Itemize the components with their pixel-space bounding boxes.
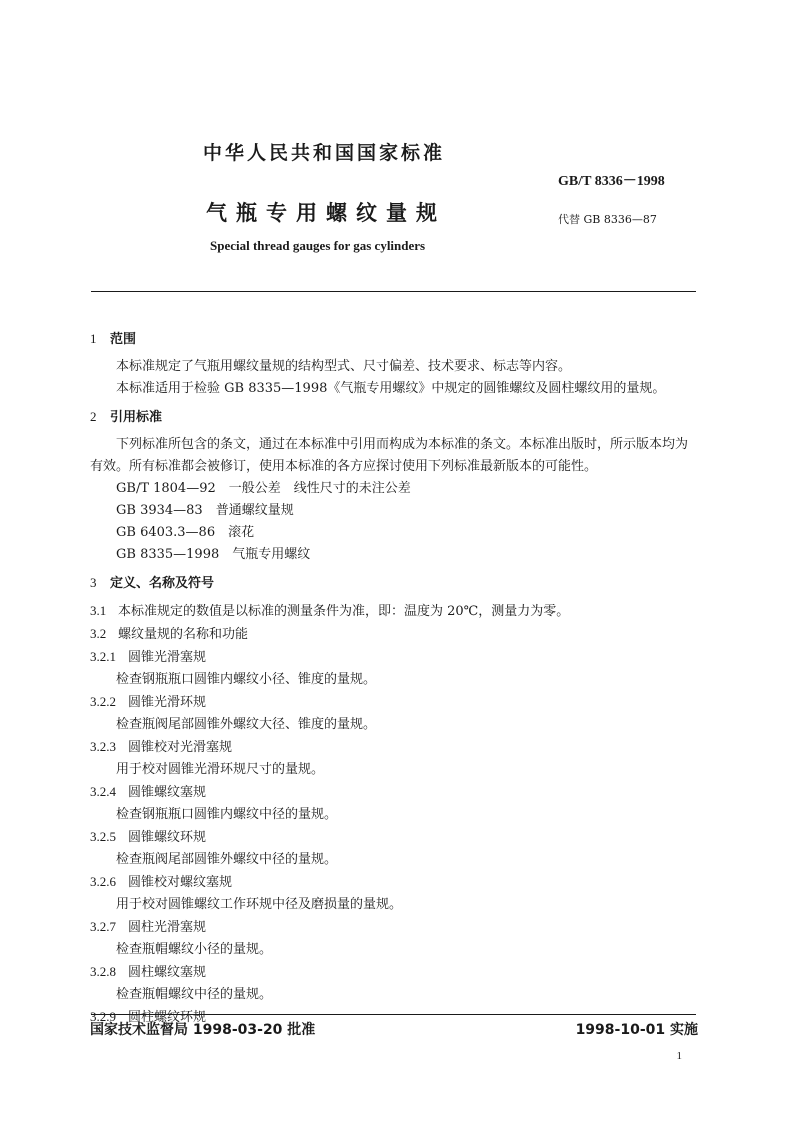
paragraph: 下列标准所包含的条文，通过在本标准中引用而构成为本标准的条文。本标准出版时，所示版本均为有效。所有标准都会被修订，使用本标准的各方应探讨使用下列标准最新版本的可能性。	[90, 437, 689, 474]
footer-divider	[91, 1014, 696, 1015]
clause-3-2-8	[90, 961, 700, 984]
clause-text: 螺纹量规的名称和功能	[118, 627, 249, 642]
clause-number: 3.2.5	[90, 829, 116, 844]
reference-item: GB/T 1804—92 一般公差 线性尺寸的未注公差	[116, 481, 411, 496]
clause-text: 圆锥校对光滑塞规	[128, 740, 233, 755]
clause-description: 检查瓶阀尾部圆锥外螺纹大径、锥度的量规。	[116, 717, 377, 732]
clause-description: 用于校对圆锥光滑环规尺寸的量规。	[116, 762, 325, 777]
section-title: 定义、名称及符号	[110, 576, 215, 591]
clause-3-1	[90, 600, 700, 623]
document-title-cn: 气瓶专用螺纹量规	[206, 201, 446, 225]
header-divider	[91, 291, 696, 292]
clause-description: 检查瓶阀尾部圆锥外螺纹中径的量规。	[116, 852, 338, 867]
document-body	[90, 328, 700, 1029]
clause-description: 检查瓶帽螺纹中径的量规。	[116, 987, 273, 1002]
clause-description: 检查瓶帽螺纹小径的量规。	[116, 942, 273, 957]
section-title: 范围	[110, 332, 137, 347]
clause-description: 检查钢瓶瓶口圆锥内螺纹小径、锥度的量规。	[116, 672, 377, 687]
clause-text: 圆柱螺纹塞规	[128, 965, 207, 980]
clause-number: 3.2	[90, 626, 107, 641]
clause-number: 3.1	[90, 603, 107, 618]
clause-description: 检查钢瓶瓶口圆锥内螺纹中径的量规。	[116, 807, 338, 822]
clause-number: 3.2.7	[90, 919, 116, 934]
clause-text: 圆锥校对螺纹塞规	[128, 875, 233, 890]
clause-number: 3.2.4	[90, 784, 116, 799]
clause-number: 3.2.6	[90, 874, 116, 889]
reference-item: GB 6403.3—86 滚花	[116, 525, 255, 540]
section-2-heading	[90, 406, 700, 428]
clause-3-2-3	[90, 736, 700, 759]
paragraph: 本标准规定了气瓶用螺纹量规的结构型式、尺寸偏差、技术要求、标志等内容。	[116, 359, 572, 374]
section-number: 2	[90, 409, 97, 424]
clause-text: 圆柱光滑塞规	[128, 920, 207, 935]
section-number: 1	[90, 331, 97, 346]
clause-3-2-7	[90, 916, 700, 939]
clause-text: 圆锥螺纹环规	[128, 830, 207, 845]
clause-text: 圆锥光滑环规	[128, 695, 207, 710]
clause-number: 3.2.1	[90, 649, 116, 664]
clause-3-2-1	[90, 646, 700, 669]
section-number: 3	[90, 575, 97, 590]
section-1-heading	[90, 328, 700, 350]
approval-line: 国家技术监督局 1998-03-20 批准	[90, 1022, 316, 1038]
page-number: 1	[676, 1050, 682, 1062]
clause-text: 圆锥螺纹塞规	[128, 785, 207, 800]
effective-date: 1998-10-01 实施	[575, 1022, 698, 1038]
clause-3-2-4	[90, 781, 700, 804]
clause-text: 圆锥光滑塞规	[128, 650, 207, 665]
section-3-heading	[90, 572, 700, 594]
reference-item: GB 3934—83 普通螺纹量规	[116, 503, 294, 518]
reference-item: GB 8335—1998 气瓶专用螺纹	[116, 547, 311, 562]
clause-3-2-6	[90, 871, 700, 894]
clause-3-2	[90, 623, 700, 646]
standard-number: GB/T 8336－1998	[558, 174, 665, 189]
clause-3-2-2	[90, 691, 700, 714]
clause-text: 本标准规定的数值是以标准的测量条件为准，即：温度为 20℃，测量力为零。	[118, 604, 570, 619]
paragraph: 本标准适用于检验 GB 8335—1998《气瓶专用螺纹》中规定的圆锥螺纹及圆柱螺纹用的量规。	[116, 381, 666, 396]
national-standard-heading: 中华人民共和国国家标准	[203, 142, 446, 164]
document-title-en: Special thread gauges for gas cylinders	[210, 238, 426, 253]
section-title: 引用标准	[110, 410, 163, 425]
clause-3-2-5	[90, 826, 700, 849]
clause-number: 3.2.9	[90, 1009, 116, 1024]
clause-number: 3.2.3	[90, 739, 116, 754]
clause-number: 3.2.2	[90, 694, 116, 709]
clause-text: 圆柱螺纹环规	[128, 1010, 207, 1025]
clause-number: 3.2.8	[90, 964, 116, 979]
clause-description: 用于校对圆锥螺纹工作环规中径及磨损量的量规。	[116, 897, 403, 912]
replaces-note: 代替 GB 8336—87	[558, 213, 657, 226]
